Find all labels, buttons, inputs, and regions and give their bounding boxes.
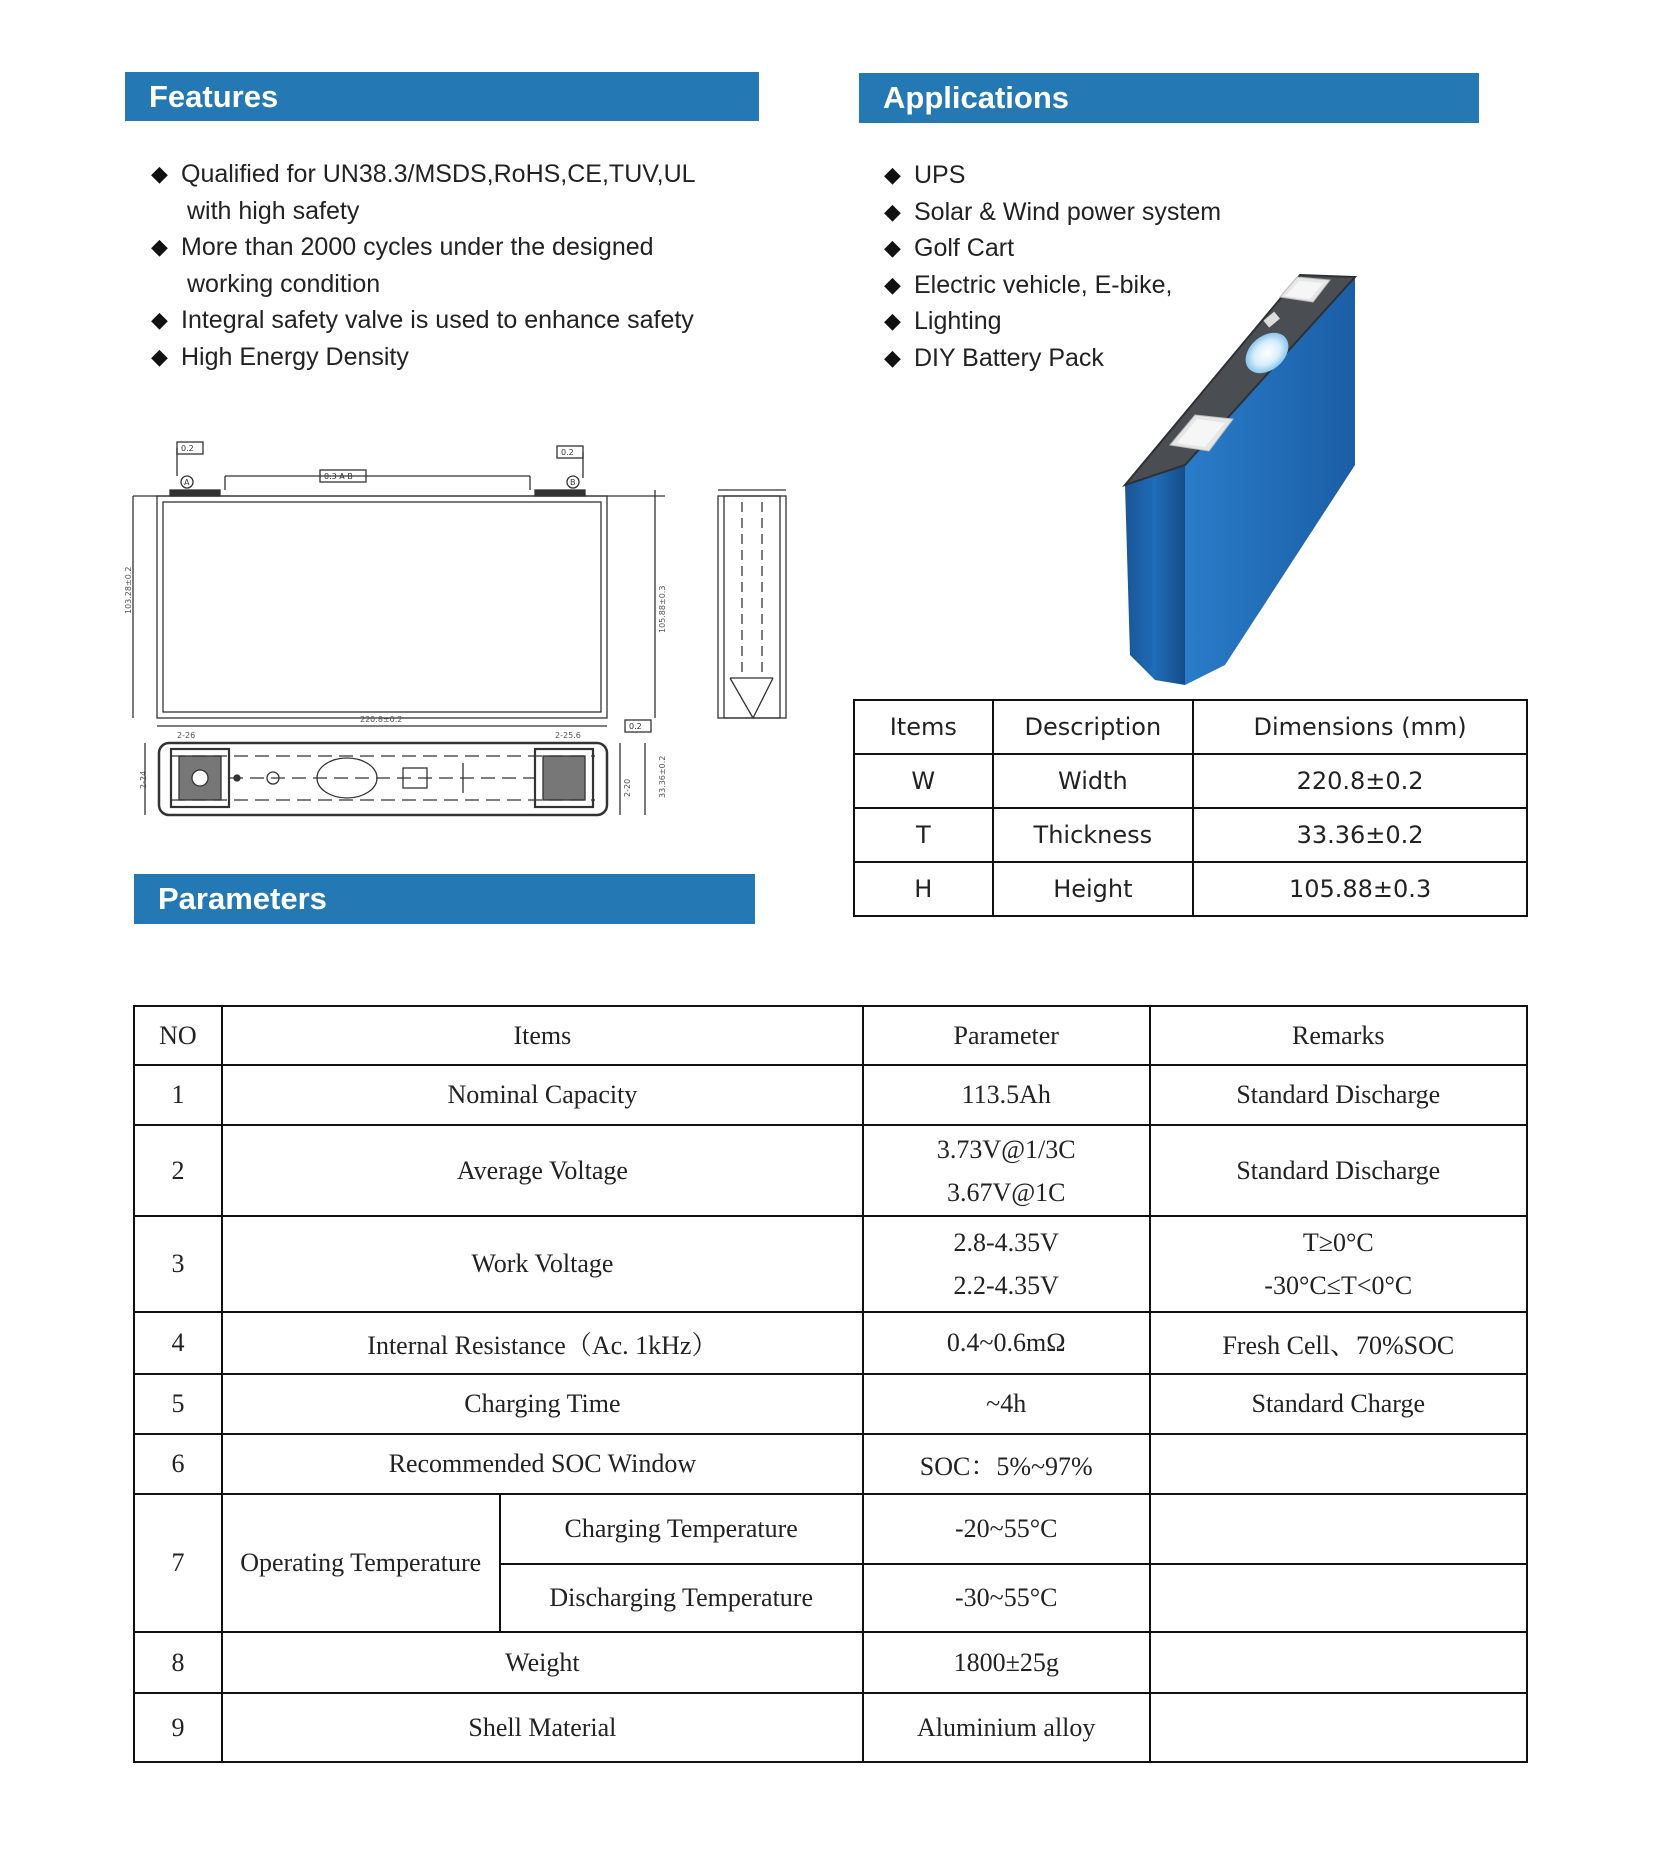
datum-b-marker: B [570, 478, 576, 487]
parameters-heading: Parameters [134, 874, 755, 924]
table-header-row [854, 700, 1527, 754]
application-text: Golf Cart [914, 234, 1015, 262]
item-cell: Recommended SOC Window [222, 1434, 863, 1494]
row-number: 4 [134, 1312, 222, 1374]
column-header-parameter: Parameter [863, 1006, 1150, 1065]
dimension-cell: 105.88±0.3 [1193, 862, 1527, 916]
table-row [134, 1494, 1527, 1564]
remark-cell [1150, 1434, 1527, 1494]
item-cell: T [854, 808, 993, 862]
top-tolerance-annotations [177, 442, 583, 490]
parameter-cell: -30~55°C [863, 1564, 1150, 1632]
column-header: Dimensions (mm) [1193, 700, 1527, 754]
diamond-bullet-icon: ◆ [884, 308, 901, 333]
feature-item [151, 339, 751, 376]
feature-text-continued: working condition [187, 269, 381, 298]
feature-text: More than 2000 cycles under the designed [181, 233, 654, 261]
description-cell: Thickness [993, 808, 1194, 862]
remark-line: T≥0°C [1302, 1228, 1374, 1257]
parameters-table [133, 1005, 1528, 1763]
table-header-row [134, 1006, 1527, 1065]
parameter-line: 2.8-4.35V [953, 1228, 1059, 1257]
parameter-cell: 1800±25g [863, 1632, 1150, 1693]
row-number: 7 [134, 1494, 222, 1632]
diamond-bullet-icon: ◆ [884, 235, 901, 260]
diamond-bullet-icon: ◆ [151, 234, 168, 259]
parameter-cell: 113.5Ah [863, 1065, 1150, 1125]
side-view [718, 490, 786, 718]
tolerance-label: 0.3 A B [324, 472, 353, 481]
feature-text: Integral safety valve is used to enhance safety [181, 306, 694, 334]
application-text: Lighting [914, 307, 1002, 335]
width-dimension: 220.8±0.2 [360, 715, 403, 724]
table-row [134, 1125, 1527, 1216]
application-item [884, 194, 1344, 231]
top-view [139, 731, 667, 815]
remark-cell: Standard Discharge [1150, 1125, 1527, 1216]
tolerance-label: 0.2 [561, 448, 574, 457]
parameter-cell [863, 1216, 1150, 1312]
item-cell: Shell Material [222, 1693, 863, 1762]
row-number: 3 [134, 1216, 222, 1312]
applications-heading: Applications [859, 73, 1479, 123]
application-item [884, 157, 1344, 194]
table-row [134, 1632, 1527, 1693]
features-list [151, 156, 751, 375]
features-heading: Features [125, 72, 759, 121]
parameter-line: 2.2-4.35V [953, 1271, 1059, 1300]
application-text: UPS [914, 161, 966, 189]
remark-cell [1150, 1216, 1527, 1312]
thickness-dimension: 33.36±0.2 [658, 755, 667, 798]
parameter-cell: -20~55°C [863, 1494, 1150, 1564]
item-cell: Nominal Capacity [222, 1065, 863, 1125]
parameter-cell: ~4h [863, 1374, 1150, 1434]
column-header: Description [993, 700, 1194, 754]
feature-text-continued: with high safety [187, 196, 360, 225]
table-row [134, 1374, 1527, 1434]
tab-side-dimension: 2-24 [139, 770, 148, 789]
row-number: 6 [134, 1434, 222, 1494]
diamond-bullet-icon: ◆ [151, 343, 168, 369]
remark-cell [1150, 1632, 1527, 1693]
application-text: Electric vehicle, E-bike, [914, 270, 1173, 299]
feature-item [151, 156, 751, 229]
parameter-cell: Aluminium alloy [863, 1693, 1150, 1762]
diamond-bullet-icon: ◆ [884, 162, 901, 187]
feature-item [151, 302, 751, 339]
left-height-dimension: 103.28±0.2 [124, 566, 133, 614]
front-view [124, 490, 667, 732]
tab-width-dimension: 2-25.6 [555, 731, 581, 740]
table-row [134, 1434, 1527, 1494]
parameter-line: 3.67V@1C [946, 1177, 1066, 1207]
battery-cell-image [1115, 265, 1375, 685]
table-row [854, 808, 1527, 862]
diamond-bullet-icon: ◆ [151, 161, 168, 186]
remark-cell: Standard Discharge [1150, 1065, 1527, 1125]
application-text: DIY Battery Pack [914, 343, 1104, 372]
column-header-items: Items [222, 1006, 863, 1065]
parameter-cell: SOC：5%~97% [863, 1434, 1150, 1494]
item-cell: H [854, 862, 993, 916]
item-cell: W [854, 754, 993, 808]
row-number: 2 [134, 1125, 222, 1216]
description-cell: Height [993, 862, 1194, 916]
item-cell: Work Voltage [222, 1216, 863, 1312]
battery-front-face [1125, 465, 1185, 685]
diamond-bullet-icon: ◆ [884, 271, 901, 297]
diamond-bullet-icon: ◆ [884, 198, 901, 224]
column-header-remarks: Remarks [1150, 1006, 1527, 1065]
right-height-dimension: 105.88±0.3 [658, 585, 667, 633]
table-row [854, 862, 1527, 916]
diamond-bullet-icon: ◆ [884, 344, 901, 370]
parameter-cell [863, 1125, 1150, 1216]
item-cell: Internal Resistance（Ac. 1kHz） [222, 1312, 863, 1374]
row-number: 1 [134, 1065, 222, 1125]
feature-item [151, 229, 751, 302]
sub-item-cell: Charging Temperature [500, 1494, 863, 1564]
item-cell: Weight [222, 1632, 863, 1693]
description-cell: Width [993, 754, 1194, 808]
remark-line: -30°C≤T<0°C [1264, 1271, 1413, 1300]
table-row [134, 1216, 1527, 1312]
remark-cell: Fresh Cell、70%SOC [1150, 1312, 1527, 1374]
parameter-cell: 0.4~0.6mΩ [863, 1312, 1150, 1374]
table-row [134, 1312, 1527, 1374]
row-number: 8 [134, 1632, 222, 1693]
remark-cell [1150, 1494, 1527, 1564]
dimensions-table [853, 699, 1528, 917]
feature-text: Qualified for UN38.3/MSDS,RoHS,CE,TUV,UL [181, 160, 696, 188]
table-row [134, 1065, 1527, 1125]
table-row [854, 754, 1527, 808]
feature-text: High Energy Density [181, 342, 409, 371]
tab-side-dimension: 2-20 [623, 778, 632, 797]
diamond-bullet-icon: ◆ [151, 307, 168, 332]
row-number: 5 [134, 1374, 222, 1434]
table-row [134, 1693, 1527, 1762]
tolerance-label: 0.2 [629, 722, 642, 731]
remark-cell [1150, 1564, 1527, 1632]
battery-technical-drawing [125, 438, 805, 828]
datum-a-marker: A [184, 478, 190, 487]
sub-item-cell: Discharging Temperature [500, 1564, 863, 1632]
column-header: Items [854, 700, 993, 754]
item-cell: Operating Temperature [222, 1494, 500, 1632]
column-header-no: NO [134, 1006, 222, 1065]
parameter-line: 3.73V@1/3C [936, 1134, 1076, 1164]
row-number: 9 [134, 1693, 222, 1762]
application-text: Solar & Wind power system [914, 197, 1222, 226]
dimension-cell: 220.8±0.2 [1193, 754, 1527, 808]
remark-cell: Standard Charge [1150, 1374, 1527, 1434]
tolerance-label: 0.2 [181, 444, 194, 453]
item-cell: Average Voltage [222, 1125, 863, 1216]
dimension-cell: 33.36±0.2 [1193, 808, 1527, 862]
application-item [884, 230, 1344, 267]
tab-width-dimension: 2-26 [177, 731, 196, 740]
remark-cell [1150, 1693, 1527, 1762]
item-cell: Charging Time [222, 1374, 863, 1434]
